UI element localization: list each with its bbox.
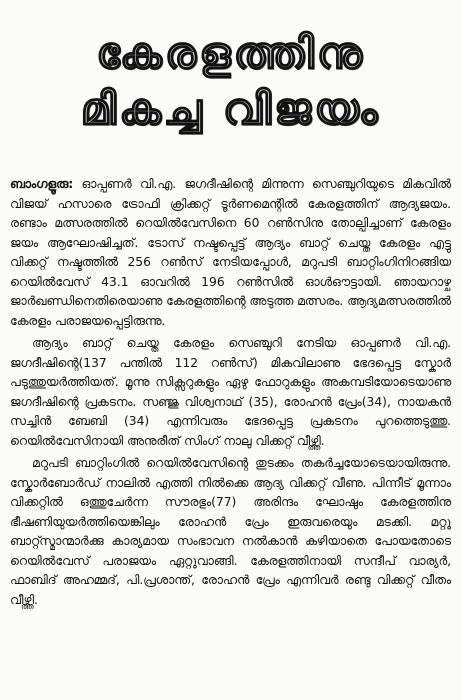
headline-line-1: കേരളത്തിനു [96, 28, 365, 79]
article-paragraph-3: മറുപടി ബാറ്റിംഗിൽ റെയിൽവേസിന്റെ തുടക്കം തകർച്ചയോടെയായിരുന്നു. സ്കോർബോർഡ് നാലിൽ എത്തി നിൽക്കെ ആദ്യ വിക്കറ്റ് വീണു. പിന്നീട് മൂന്നാം വിക്കറ്റിൽ ഒത്തുചേർന്ന സൗരഭും(77) അരിന്ദം ഘോഷും കേരളത്തിനു ഭീഷണിയുയർത്തിയെങ്കിലും രോഹൻ പ്രേം ഇരുവരെയും മടക്കി. മറ്റു ബാറ്റ്സ്മാന്മാർക്കു കാര്യമായ സംഭാവന നൽകാൻ കഴിയാതെ പോയതോടെ റെയിൽവേസ് പരാജയം ഏറ്റുവാങ്ങി. കേരളത്തിനായി സന്ദീപ് വാര്യർ, ഫാബിദ് അഹമ്മദ്, പി.പ്രശാന്ത്, രോഹൻ പ്രേം എന്നിവർ രണ്ടു വിക്കറ്റ് വീതം വീഴ്ത്തി. [10, 456, 451, 607]
dateline: ബാംഗളൂരു: [10, 177, 74, 191]
headline-line-2: മികച്ച വിജയം [80, 84, 381, 135]
paragraph-text: ഓപ്പണർ വി.എ. ജഗദീഷിന്റെ മിന്നുന്ന സെഞ്ചുറിയുടെ മികവിൽ വിജയ് ഹസാരെ ട്രോഫി ക്രിക്കറ്റ് ടൂർണമെന്റിൽ കേരളത്തിന് ആദ്യജയം. രണ്ടാം മത്സരത്തിൽ റെയിൽവേസിനെ 60 റൺസിനു തോല്പിച്ചാണ് കേരളം ജയം ആഘോഷിച്ചത്. ടോസ് നഷ്ടപ്പെട്ട് ആദ്യം ബാറ്റ് ചെയ്ത കേരളം എട്ടു വിക്കറ്റ് നഷ്ടത്തിൽ 256 റൺസ് നേടിയപ്പോൾ, മറുപടി ബാറ്റിംഗിനിറങ്ങിയ റെയിൽവേസ് 43.1 ഓവറിൽ 196 റൺസിൽ ഓൾഔട്ടായി. ഞായറാഴ്ച ജാർഖണ്ഡിനെതിരെയാണു കേരളത്തിന്റെ അടുത്ത മത്സരം. ആദ്യമത്സരത്തിൽ കേരളം പരാജയപ്പെട്ടിരുന്നു. [10, 177, 451, 328]
article-paragraph-2: ആദ്യം ബാറ്റ് ചെയ്ത കേരളം സെഞ്ചുറി നേടിയ ഓപ്പണർ വി.എ. ജഗദീഷിന്റെ(137 പന്തിൽ 112 റൺസ്) മികവിലാണു ഭേദപ്പെട്ട സ്കോർ പടുത്തുയർത്തിയത്. മൂന്നു സിക്സറുകളും ഏഴു ഫോറുകളും അകമ്പടിയോടെയാണു ജഗദീഷിന്റെ പ്രകടനം. സഞ്ജു വിശ്വനാഥ് (35), രോഹൻ പ്രേം(34), നായകൻ സച്ചിൻ ബേബി (34) എന്നിവരും ഭേദപ്പെട്ട പ്രകടനം പുറത്തെടുത്തു. റെയിൽവേസിനായി അനുരീത് സിംഗ് നാലു വിക്കറ്റ് വീഴ്ത്തി. [10, 336, 451, 448]
article-paragraph-1 [10, 175, 451, 331]
article-body [10, 175, 451, 610]
headline [0, 0, 461, 138]
